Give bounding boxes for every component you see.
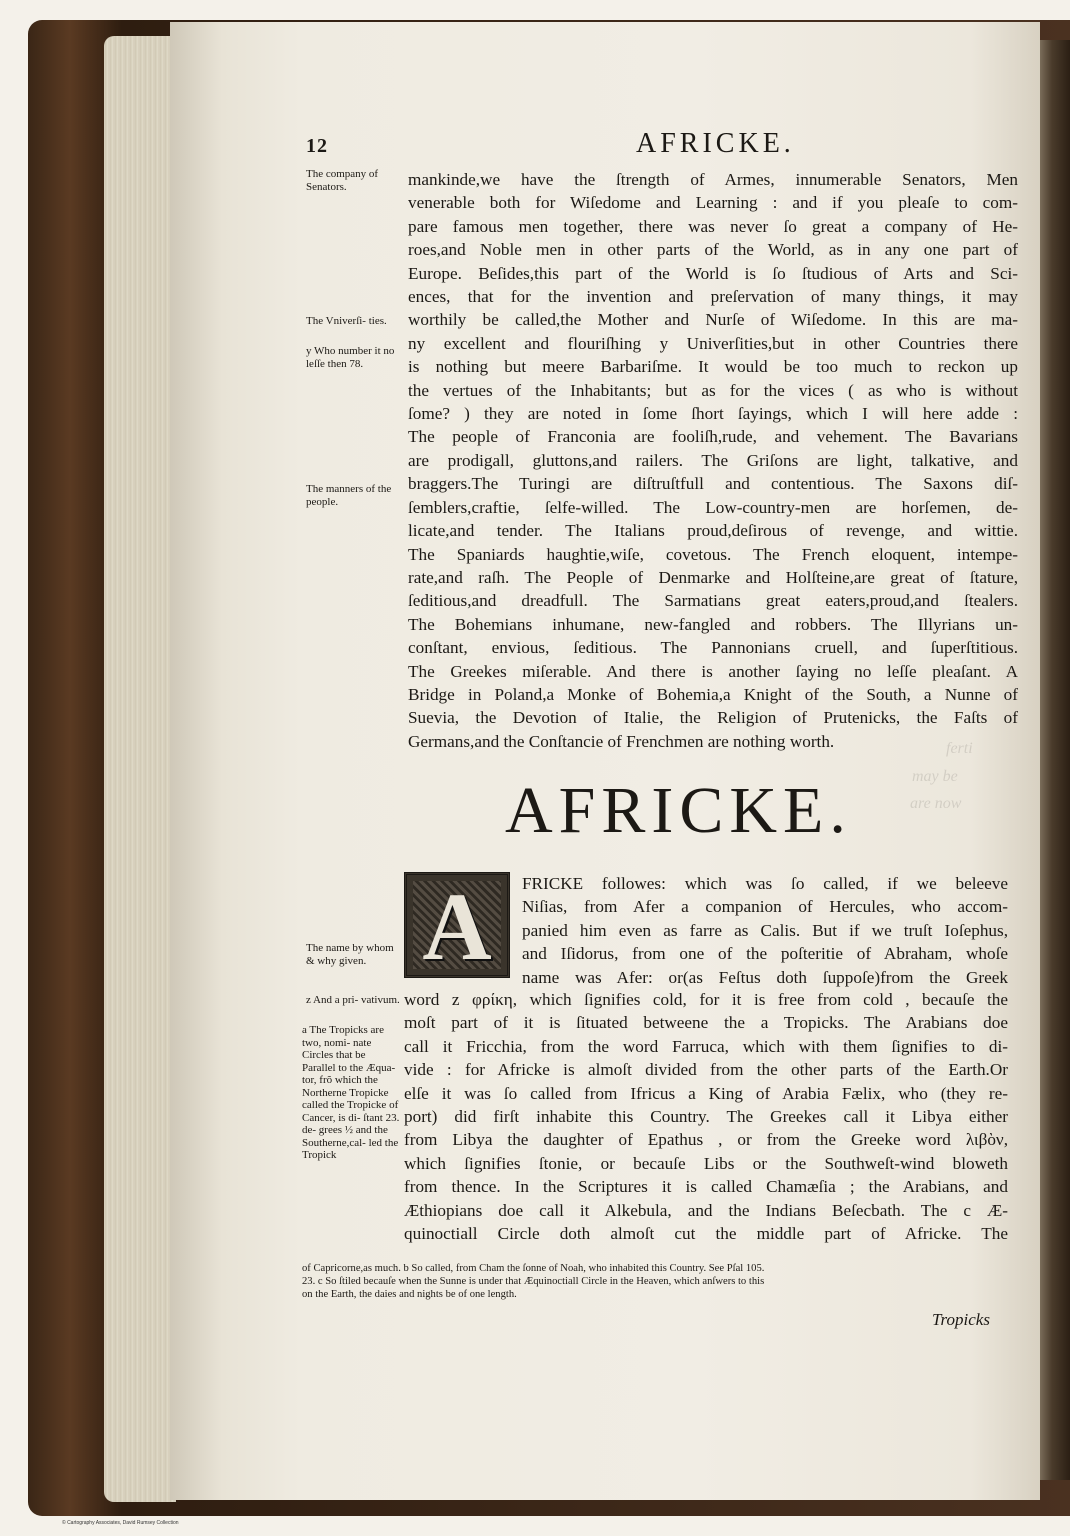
margin-note-a: a The Tropicks are two, nomi- nate Circles that be Parallel to the Æqua- tor, frõ which the Northerne Tropicke called the Tropicke of Cancer, is di- ſtant 23. de- grees ½ and the Southerne,cal- led the Tropick [302,1024,400,1161]
footnote-line: on the Earth, the daies and nights be of one length. [302,1289,517,1300]
text-line: worthily be called,the Mother and Nurſe of Wiſedome. In this are ma- [408,310,1018,330]
show-through-text: ferti [946,740,973,757]
text-line: Bridge in Poland,a Monke of Bohemia,a Knight of the South, a Nunne of [408,684,1018,704]
running-head: AFRICKE. [636,128,795,159]
margin-note-z: z And a pri- vativum. [306,994,400,1006]
text-line: call it Fricchia, from the word Farruca, which with them ſignifies to di- [404,1036,1008,1056]
text-line: venerable both for Wiſedome and Learning : and if you pleaſe to com- [408,193,1018,213]
text-line: The people of Franconia are fooliſh,rude, and vehement. The Bavarians [408,427,1018,447]
drop-cap [404,872,510,978]
text-line: vide : for Africke is almoſt divided from the other parts of the Earth.Or [404,1060,1008,1080]
collection-credit: © Cartography Associates, David Rumsey Collection [62,1520,179,1526]
text-line: licate,and tender. The Italians proud,deſirous of revenge, and wittie. [408,521,1018,541]
text-line: which ſignifies ſtonie, or becauſe Libs or the Southweſt-wind bloweth [404,1153,1008,1173]
drop-cap-letter: A [422,873,492,980]
text-line: ſeditious,and dreadfull. The Sarmatians great eaters,proud,and ſtealers. [408,591,1018,611]
text-line: The Spaniards haughtie,wiſe, covetous. The French eloquent, intempe- [408,544,1018,564]
text-line: and Iſidorus, from one of the poſteritie of Abraham, whoſe [522,944,1008,964]
body-text-dropcap [522,872,1008,989]
page-number: 12 [306,135,328,157]
section-title: AFRICKE. [505,774,852,847]
page-edges [104,36,176,1502]
margin-note-y: y Who number it no leſſe then 78. [306,345,395,370]
text-line: Niſias, from Afer a companion of Hercules, who accom- [522,897,1008,917]
footnotes [302,1262,1008,1301]
text-line: Æthiopians doe call it Alkebula, and the Indians Beſecbath. The c Æ- [404,1200,1008,1220]
body-text-africke [404,988,1008,1245]
text-line: mankinde,we have the ſtrength of Armes, innumerable Senators, Men [408,170,1018,189]
text-line: elſe it was ſo called from Ifricus a King of Arabia Fælix, who (they re- [404,1083,1008,1103]
footnote-line: of Capricorne,as much. b So called, from Cham the ſonne of Noah, who inhabited this Country. See Pſal 105. [302,1263,765,1274]
footnote-line: 23. c So ſtiled becauſe when the Sunne is under that Æquinoctiall Circle in the Heaven, which anſwers to this [302,1276,765,1287]
text-line: ny excellent and flouriſhing y Univerſities,but in other Countries there [408,333,1018,353]
text-line: Europe. Beſides,this part of the World is ſo ſtudious of Arts and Sci- [408,263,1018,283]
text-line: word z φρίκη, which ſignifies cold, for it is free from cold , becauſe the [404,990,1008,1009]
text-line: braggers.The Turingi are diſtruſtfull and contentious. The Saxons diſ- [408,474,1018,494]
margin-note-name: The name by whom & why given. [306,942,394,967]
text-line: is nothing but meere Barbariſme. It would be too much to reckon up [408,357,1018,377]
text-line: ſemblers,craftie, ſelfe-willed. The Low-country-men are horſemen, de- [408,497,1018,517]
text-line: panied him even as farre as Calis. But if we truſt Ioſephus, [522,920,1008,940]
catchword: Tropicks [932,1310,990,1329]
margin-note-senators: The company of Senators. [306,168,379,193]
text-line: from thence. In the Scriptures it is called Chamæſia ; the Arabians, and [404,1177,1008,1197]
text-line: name was Afer: or(as Feſtus doth ſuppoſe)from the Greek [522,967,1008,987]
text-line: quinoctiall Circle doth almoſt cut the middle part of Africke. The [404,1224,1008,1244]
text-line: The Greekes miſerable. And there is another ſaying no leſſe pleaſant. A [408,661,1018,681]
text-line: pare famous men together, there was never ſo great a company of He- [408,216,1018,236]
text-line: moſt part of it is ſituated betweene the a Tropicks. The Arabians doe [404,1013,1008,1033]
text-line: conſtant, envious, ſeditious. The Pannonians cruell, and ſuperſtitious. [408,638,1018,658]
show-through-text: are now [910,795,962,812]
text-line: are prodigall, gluttons,and railers. The Griſons are light, talkative, and [408,450,1018,470]
text-line: ſome? ) they are noted in ſome ſhort ſayings, which I will here adde : [408,404,1018,424]
text-line: port) did firſt inhabite this Country. The Greekes call it Libya either [404,1107,1008,1127]
text-line: from Libya the daughter of Epathus , or from the Greeke word λιβὸν, [404,1130,1008,1150]
text-line: Germans,and the Conſtancie of Frenchmen are nothing worth. [408,731,835,751]
text-line: FRICKE followes: which was ſo called, if we beleeve [522,874,1008,893]
body-text-top [408,168,1018,753]
right-page-edge [1040,40,1070,1480]
margin-note-manners: The manners of the people. [306,483,392,508]
text-line: The Bohemians inhumane, new-fangled and robbers. The Illyrians un- [408,614,1018,634]
text-line: Suevia, the Devotion of Italie, the Religion of Prutenicks, the Faſts of [408,708,1018,728]
text-line: roes,and Noble men in other parts of the World, as in any one part of [408,240,1018,260]
text-line: the vertues of the Inhabitants; but as for the vices ( as who is without [408,380,1018,400]
show-through-text: may be [912,768,958,785]
text-line: rate,and raſh. The People of Denmarke and Holſteine,are great of ſtature, [408,567,1018,587]
text-line: ences, that for the invention and preſervation of many things, it may [408,287,1018,307]
margin-note-universities: The Vniverſi- ties. [306,315,387,327]
